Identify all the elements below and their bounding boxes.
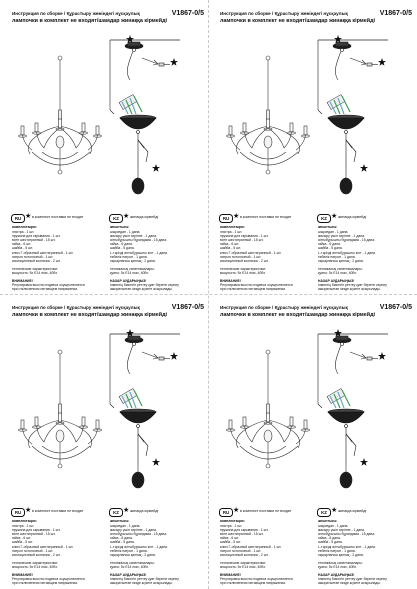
kz-badge-note: жинаққа кірмейді [338, 215, 367, 219]
kz-warning-line: Ілмектің биіктігін реттеу қуат беретін кернеу [318, 577, 387, 582]
list-item: люстра - 1 шт. [12, 230, 35, 235]
list-item: пружина для скрывания - 1 шт. [12, 234, 61, 239]
screw-icon [142, 352, 170, 360]
kz-tech-heading: техникалық сипаттамалары: [110, 560, 155, 565]
bulb-drawing [340, 462, 352, 488]
instruction-title: Инструкция по сборке / Құрастыру жөніндегі нұсқаулық [220, 305, 348, 310]
kz-tech-heading: техникалық сипаттамалары: [318, 560, 363, 565]
ru-column [220, 225, 312, 291]
list-item: шайба - 5 дана. [318, 246, 343, 251]
instruction-title: Инструкция по сборке / Құрастыру жөніндегі нұсқаулық [220, 11, 348, 16]
list-item: патрон потолочный - 1 шт. [12, 254, 54, 259]
cut-line-horizontal [0, 294, 417, 295]
star-icon [360, 164, 368, 172]
wire-connector-drawing [327, 389, 350, 408]
ru-tech-heading: технические характеристики: [220, 560, 266, 565]
instruction-panel [2, 296, 208, 588]
list-item: патрон потолочный - 1 шт. [220, 254, 262, 259]
kz-warning-line: Ілмектің биіктігін реттеу қуат беретін кернеу [318, 283, 387, 288]
list-item: изоляционный колпачок - 2 шт. [220, 552, 269, 557]
ru-tech-heading: технические характеристики: [12, 266, 58, 271]
list-item: жасыру үшін серіппе - 1 дана. [318, 528, 365, 533]
list-item: гайка - 6 шт. [12, 536, 32, 541]
chandelier-drawing [227, 350, 310, 468]
list-item: винт шестигранный - 15 шт. [220, 532, 264, 537]
ru-warning-heading: ВНИМАНИЕ! [220, 573, 241, 578]
ru-warning-line: Регулировка высоты подвеса осуществляется [12, 577, 85, 582]
list-item: төбелік патрон - 1 дана. [110, 254, 148, 259]
list-item: гайка - 6 дана. [318, 242, 341, 247]
list-item: L-тәрізді алтыбұрышты кілт - 1 дана. [110, 250, 168, 255]
ru-warning-heading: ВНИМАНИЕ! [12, 279, 33, 284]
star-icon [152, 458, 160, 466]
instruction-panel [2, 2, 208, 294]
kz-warning-line: ажыратылған кезде жүзеге асырылады. [110, 287, 173, 292]
list-item: гайка - 6 дана. [318, 536, 341, 541]
wire-connector-drawing [119, 95, 142, 114]
kz-warning-line: Ілмектің биіктігін реттеу қуат беретін кернеу [110, 577, 179, 582]
kz-warning-heading: НАЗАР АУДАРЫҢЫЗ! [110, 573, 147, 578]
list-item: алтыбұрышты бұрандама - 15 дана. [110, 532, 168, 537]
list-item: винт шестигранный - 15 шт. [220, 238, 264, 243]
ru-column [12, 519, 104, 585]
ru-heading: комплектация: [12, 519, 37, 523]
star-icon [378, 58, 386, 66]
ru-badge-note: в комплект поставки не входит [32, 215, 84, 219]
list-item: люстра - 1 шт. [220, 524, 243, 529]
instruction-title: Инструкция по сборке / Құрастыру жөніндегі нұсқаулық [12, 305, 140, 310]
screw-icon [350, 352, 378, 360]
list-item: алтыбұрышты бұрандама - 15 дана. [318, 238, 376, 243]
ru-column [220, 519, 312, 585]
ru-warning-line: при отключенном питающем напряжении. [12, 287, 79, 292]
list-item: патрон потолочный - 1 шт. [220, 548, 262, 553]
list-item: шырағдан - 1 дана. [110, 230, 141, 235]
instruction-title: Инструкция по сборке / Құрастыру жөніндегі нұсқаулық [12, 11, 140, 16]
ru-badge: RU [219, 508, 233, 517]
kz-badge-note: жинаққа кірмейді [130, 509, 159, 513]
kz-warning-line: ажыратылған кезде жүзеге асырылады. [110, 581, 173, 586]
list-item: пружина для скрывания - 1 шт. [12, 528, 61, 533]
kz-column [318, 225, 410, 291]
kz-badge: KZ [109, 214, 123, 223]
ru-badge-note: в комплект поставки не входит [32, 509, 84, 513]
list-item: ключ Г-образный шестигранный - 1 шт. [12, 544, 74, 549]
ru-warning-line: Регулировка высоты подвеса осуществляется [220, 577, 293, 582]
list-item: ключ Г-образный шестигранный - 1 шт. [220, 544, 282, 549]
list-item: оқшаулағыш қалпақ - 2 дана. [110, 552, 156, 557]
star-icon: ★ [233, 507, 240, 514]
star-icon: ★ [331, 213, 338, 220]
list-item: алтыбұрышты бұрандама - 15 дана. [318, 532, 376, 537]
ru-warning-line: Регулировка высоты подвеса осуществляется [12, 283, 85, 288]
list-item: L-тәрізді алтыбұрышты кілт - 1 дана. [110, 544, 168, 549]
model-number: V1867-0/5 [171, 304, 204, 311]
kz-tech-value: қуаты: 5x E14 max, 40Вт. [110, 270, 149, 275]
list-item: гайка - 6 дана. [110, 242, 133, 247]
kz-warning-line: Ілмектің биіктігін реттеу қуат беретін кернеу [110, 283, 179, 288]
wire-connector-drawing [119, 389, 142, 408]
model-number: V1867-0/5 [379, 10, 412, 17]
ru-badge: RU [11, 214, 25, 223]
list-item: шырағдан - 1 дана. [318, 524, 349, 529]
ru-tech-value: мощность: 5x E14 max, 40Вт. [220, 270, 266, 275]
mounting-bracket-drawing [333, 336, 351, 374]
star-icon: ★ [123, 507, 130, 514]
ru-warning-line: при отключенном питающем напряжении. [220, 287, 287, 292]
ru-warning-heading: ВНИМАНИЕ! [220, 279, 241, 284]
star-icon [378, 352, 386, 360]
list-item: изоляционный колпачок - 2 шт. [220, 258, 269, 263]
kz-badge: KZ [109, 508, 123, 517]
list-item: жасыру үшін серіппе - 1 дана. [318, 234, 365, 239]
instruction-panel [210, 2, 416, 294]
kz-column [110, 225, 202, 291]
list-item: люстра - 1 шт. [12, 524, 35, 529]
kz-warning-line: ажыратылған кезде жүзеге асырылады. [318, 287, 381, 292]
list-item: гайка - 6 шт. [220, 242, 240, 247]
assembly-illustration [2, 296, 208, 508]
list-item: пружина для скрывания - 1 шт. [220, 234, 269, 239]
badge-row [219, 508, 414, 516]
star-icon [334, 329, 342, 337]
bulbs-not-included-note: лампочки в комплект не входят/шамдар жинаққа кірмейді [220, 18, 376, 24]
canopy-drawing [328, 409, 364, 462]
kz-column [318, 519, 410, 585]
bulb-drawing [132, 462, 144, 488]
ru-column [12, 225, 104, 291]
ru-warning-line: Регулировка высоты подвеса осуществляется [220, 283, 293, 288]
ru-badge: RU [219, 214, 233, 223]
star-icon [126, 35, 134, 43]
badge-row [11, 214, 206, 222]
ru-tech-heading: технические характеристики: [220, 266, 266, 271]
list-item: ключ Г-образный шестигранный - 1 шт. [220, 250, 282, 255]
bulb-drawing [132, 168, 144, 194]
list-item: шырағдан - 1 дана. [318, 230, 349, 235]
kz-badge-note: жинаққа кірмейді [130, 215, 159, 219]
screw-icon [350, 58, 378, 66]
star-icon [152, 164, 160, 172]
kz-heading: жиынтығы: [318, 225, 338, 229]
ru-tech-value: мощность: 5x E14 max, 40Вт. [12, 270, 58, 275]
list-item: төбелік патрон - 1 дана. [110, 548, 148, 553]
star-icon [126, 329, 134, 337]
chandelier-drawing [19, 350, 102, 468]
mounting-bracket-drawing [125, 336, 143, 374]
ru-heading: комплектация: [220, 225, 245, 229]
list-item: шайба - 5 шт. [220, 246, 241, 251]
kz-tech-heading: техникалық сипаттамалары: [110, 266, 155, 271]
badge-row [219, 214, 414, 222]
kz-heading: жиынтығы: [110, 225, 130, 229]
star-icon: ★ [233, 213, 240, 220]
list-item: гайка - 6 дана. [110, 536, 133, 541]
list-item: жасыру үшін серіппе - 1 дана. [110, 528, 157, 533]
kz-warning-line: ажыратылған кезде жүзеге асырылады. [318, 581, 381, 586]
kz-warning-heading: НАЗАР АУДАРЫҢЫЗ! [318, 279, 355, 284]
list-item: изоляционный колпачок - 2 шт. [12, 258, 61, 263]
instruction-panel [210, 296, 416, 588]
list-item: винт шестигранный - 15 шт. [12, 532, 56, 537]
star-icon [170, 352, 178, 360]
list-item: винт шестигранный - 15 шт. [12, 238, 56, 243]
ru-badge-note: в комплект поставки не входит [240, 509, 292, 513]
ru-warning-line: при отключенном питающем напряжении. [12, 581, 79, 586]
model-number: V1867-0/5 [379, 304, 412, 311]
ru-badge-note: в комплект поставки не входит [240, 215, 292, 219]
kz-tech-value: қуаты: 5x E14 max, 40Вт. [318, 564, 357, 569]
canopy-drawing [328, 115, 364, 168]
kz-warning-heading: НАЗАР АУДАРЫҢЫЗ! [110, 279, 147, 284]
star-icon: ★ [331, 507, 338, 514]
kz-badge-note: жинаққа кірмейді [338, 509, 367, 513]
kz-tech-value: қуаты: 5x E14 max, 40Вт. [318, 270, 357, 275]
bulbs-not-included-note: лампочки в комплект не входят/шамдар жинаққа кірмейді [220, 312, 376, 318]
list-item: ключ Г-образный шестигранный - 1 шт. [12, 250, 74, 255]
list-item: төбелік патрон - 1 дана. [318, 548, 356, 553]
list-item: шайба - 5 шт. [12, 246, 33, 251]
bulbs-not-included-note: лампочки в комплект не входят/шамдар жинаққа кірмейді [12, 312, 168, 318]
bulbs-not-included-note: лампочки в комплект не входят/шамдар жинаққа кірмейді [12, 18, 168, 24]
list-item: алтыбұрышты бұрандама - 15 дана. [110, 238, 168, 243]
ru-tech-heading: технические характеристики: [12, 560, 58, 565]
kz-tech-heading: техникалық сипаттамалары: [318, 266, 363, 271]
list-item: жасыру үшін серіппе - 1 дана. [110, 234, 157, 239]
list-item: шайба - 5 дана. [318, 540, 343, 545]
star-icon: ★ [123, 213, 130, 220]
wire-connector-drawing [327, 95, 350, 114]
list-item: шайба - 5 дана. [110, 246, 135, 251]
kz-warning-heading: НАЗАР АУДАРЫҢЫЗ! [318, 573, 355, 578]
list-item: люстра - 1 шт. [220, 230, 243, 235]
list-item: гайка - 6 шт. [12, 242, 32, 247]
list-item: оқшаулағыш қалпақ - 2 дана. [318, 552, 364, 557]
list-item: оқшаулағыш қалпақ - 2 дана. [110, 258, 156, 263]
ru-tech-value: мощность: 5x E14 max, 40Вт. [12, 564, 58, 569]
star-icon [360, 458, 368, 466]
list-item: төбелік патрон - 1 дана. [318, 254, 356, 259]
list-item: оқшаулағыш қалпақ - 2 дана. [318, 258, 364, 263]
ru-tech-value: мощность: 5x E14 max, 40Вт. [220, 564, 266, 569]
kz-badge: KZ [317, 214, 331, 223]
star-icon [334, 35, 342, 43]
list-item: патрон потолочный - 1 шт. [12, 548, 54, 553]
mounting-bracket-drawing [125, 42, 143, 80]
kz-badge: KZ [317, 508, 331, 517]
assembly-illustration [210, 2, 416, 214]
ru-warning-line: при отключенном питающем напряжении. [220, 581, 287, 586]
assembly-illustration [2, 2, 208, 214]
chandelier-drawing [227, 56, 310, 174]
kz-column [110, 519, 202, 585]
ru-warning-heading: ВНИМАНИЕ! [12, 573, 33, 578]
list-item: L-тәрізді алтыбұрышты кілт - 1 дана. [318, 544, 376, 549]
ru-badge: RU [11, 508, 25, 517]
ru-heading: комплектация: [220, 519, 245, 523]
star-icon [170, 58, 178, 66]
kz-tech-value: қуаты: 5x E14 max, 40Вт. [110, 564, 149, 569]
list-item: шайба - 5 дана. [110, 540, 135, 545]
list-item: шайба - 5 шт. [12, 540, 33, 545]
chandelier-drawing [19, 56, 102, 174]
list-item: шайба - 5 шт. [220, 540, 241, 545]
list-item: шырағдан - 1 дана. [110, 524, 141, 529]
assembly-illustration [210, 296, 416, 508]
list-item: пружина для скрывания - 1 шт. [220, 528, 269, 533]
list-item: гайка - 6 шт. [220, 536, 240, 541]
mounting-bracket-drawing [333, 42, 351, 80]
star-icon: ★ [25, 507, 32, 514]
model-number: V1867-0/5 [171, 10, 204, 17]
ru-heading: комплектация: [12, 225, 37, 229]
screw-icon [142, 58, 170, 66]
kz-heading: жиынтығы: [318, 519, 338, 523]
list-item: изоляционный колпачок - 2 шт. [12, 552, 61, 557]
canopy-drawing [120, 115, 156, 168]
bulb-drawing [340, 168, 352, 194]
badge-row [11, 508, 206, 516]
canopy-drawing [120, 409, 156, 462]
kz-heading: жиынтығы: [110, 519, 130, 523]
list-item: L-тәрізді алтыбұрышты кілт - 1 дана. [318, 250, 376, 255]
star-icon: ★ [25, 213, 32, 220]
